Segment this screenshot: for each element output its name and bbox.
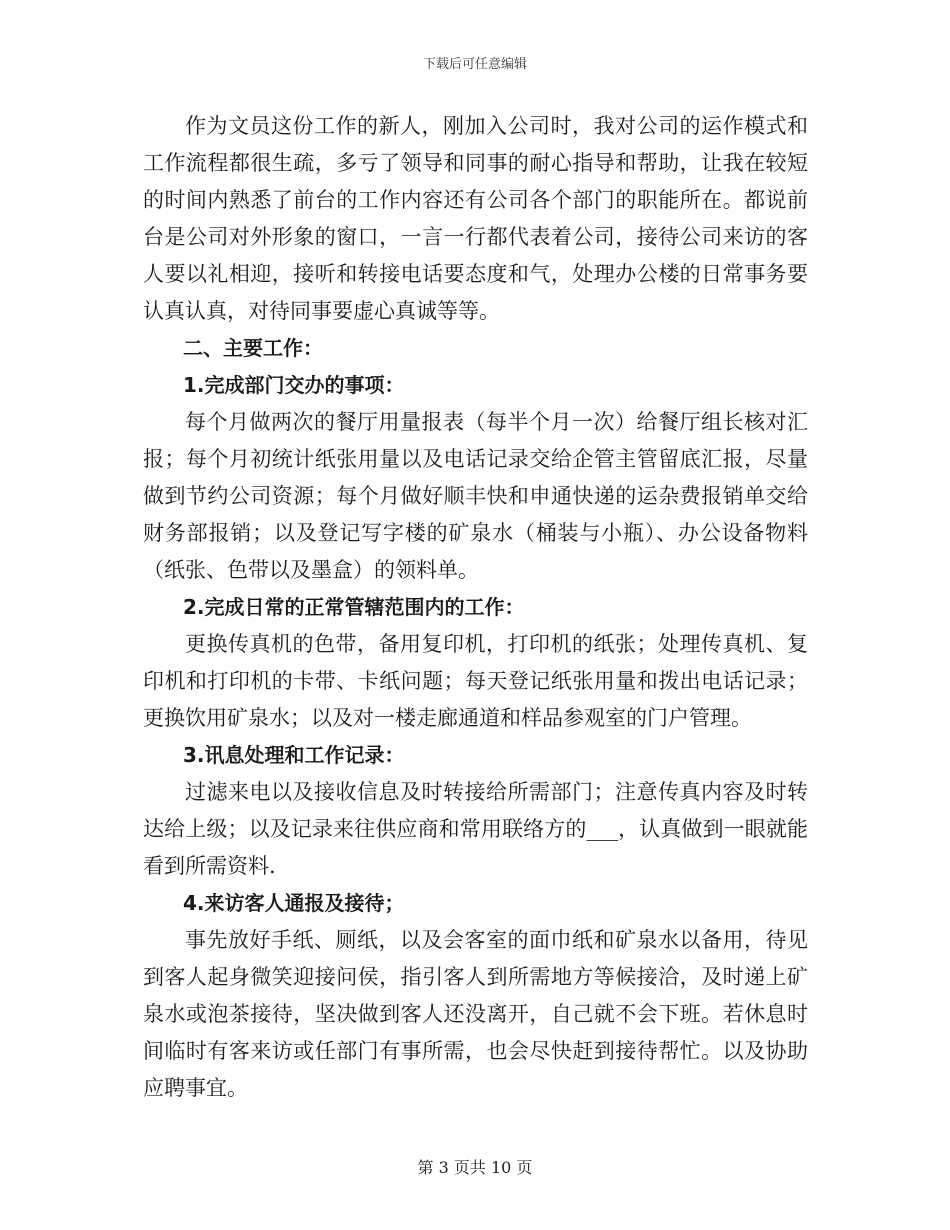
page-header: 下载后可任意编辑: [422, 57, 527, 72]
section-title: 二、主要工作：: [183, 336, 323, 360]
item-heading: 4.来访客人通报及接待；: [183, 891, 405, 915]
document-body: [143, 108, 808, 1107]
item-heading: 2.完成日常的正常管辖范围内的工作：: [183, 595, 525, 619]
item-paragraph: 更换传真机的色带，备用复印机，打印机的纸张；处理传真机、复印机和打印机的卡带、卡纸问题；每天登记纸张用量和拨出电话记录；更换饮用矿泉水；以及对一楼走廊通道和样品参观室的门户管理。: [143, 632, 808, 730]
item-heading: 3.讯息处理和工作记录：: [183, 743, 405, 767]
page-number: 第 3 页共 10 页: [417, 1158, 533, 1177]
item-paragraph: 每个月做两次的餐厅用量报表（每半个月一次）给餐厅组长核对汇报；每个月初统计纸张用量以及电话记录交给企管主管留底汇报，尽量做到节约公司资源；每个月做好顺丰快和申通快递的运杂费报销单交给财务部报销；以及登记写字楼的矿泉水（桶装与小瓶）、办公设备物料（纸张、色带以及墨盒）的领料单。: [143, 410, 808, 582]
item-paragraph: 过滤来电以及接收信息及时转接给所需部门；注意传真内容及时转达给上级；以及记录来往供应商和常用联络方的___，认真做到一眼就能看到所需资料.: [143, 780, 808, 878]
intro-paragraph: 作为文员这份工作的新人，刚加入公司时，我对公司的运作模式和工作流程都很生疏，多亏了领导和同事的耐心指导和帮助，让我在较短的时间内熟悉了前台的工作内容还有公司各个部门的职能所在。都说前台是公司对外形象的窗口，一言一行都代表着公司，接待公司来访的客人要以礼相迎，接听和转接电话要态度和气，处理办公楼的日常事务要认真认真，对待同事要虚心真诚等等。: [143, 114, 808, 323]
item-paragraph: 事先放好手纸、厕纸，以及会客室的面巾纸和矿泉水以备用，待见到客人起身微笑迎接问侯，指引客人到所需地方等候接洽，及时递上矿泉水或泡茶接待，坚决做到客人还没离开，自己就不会下班。若休息时间临时有客来访或任部门有事所需，也会尽快赶到接待帮忙。以及协助应聘事宜。: [143, 928, 808, 1100]
item-heading: 1.完成部门交办的事项：: [183, 373, 405, 397]
